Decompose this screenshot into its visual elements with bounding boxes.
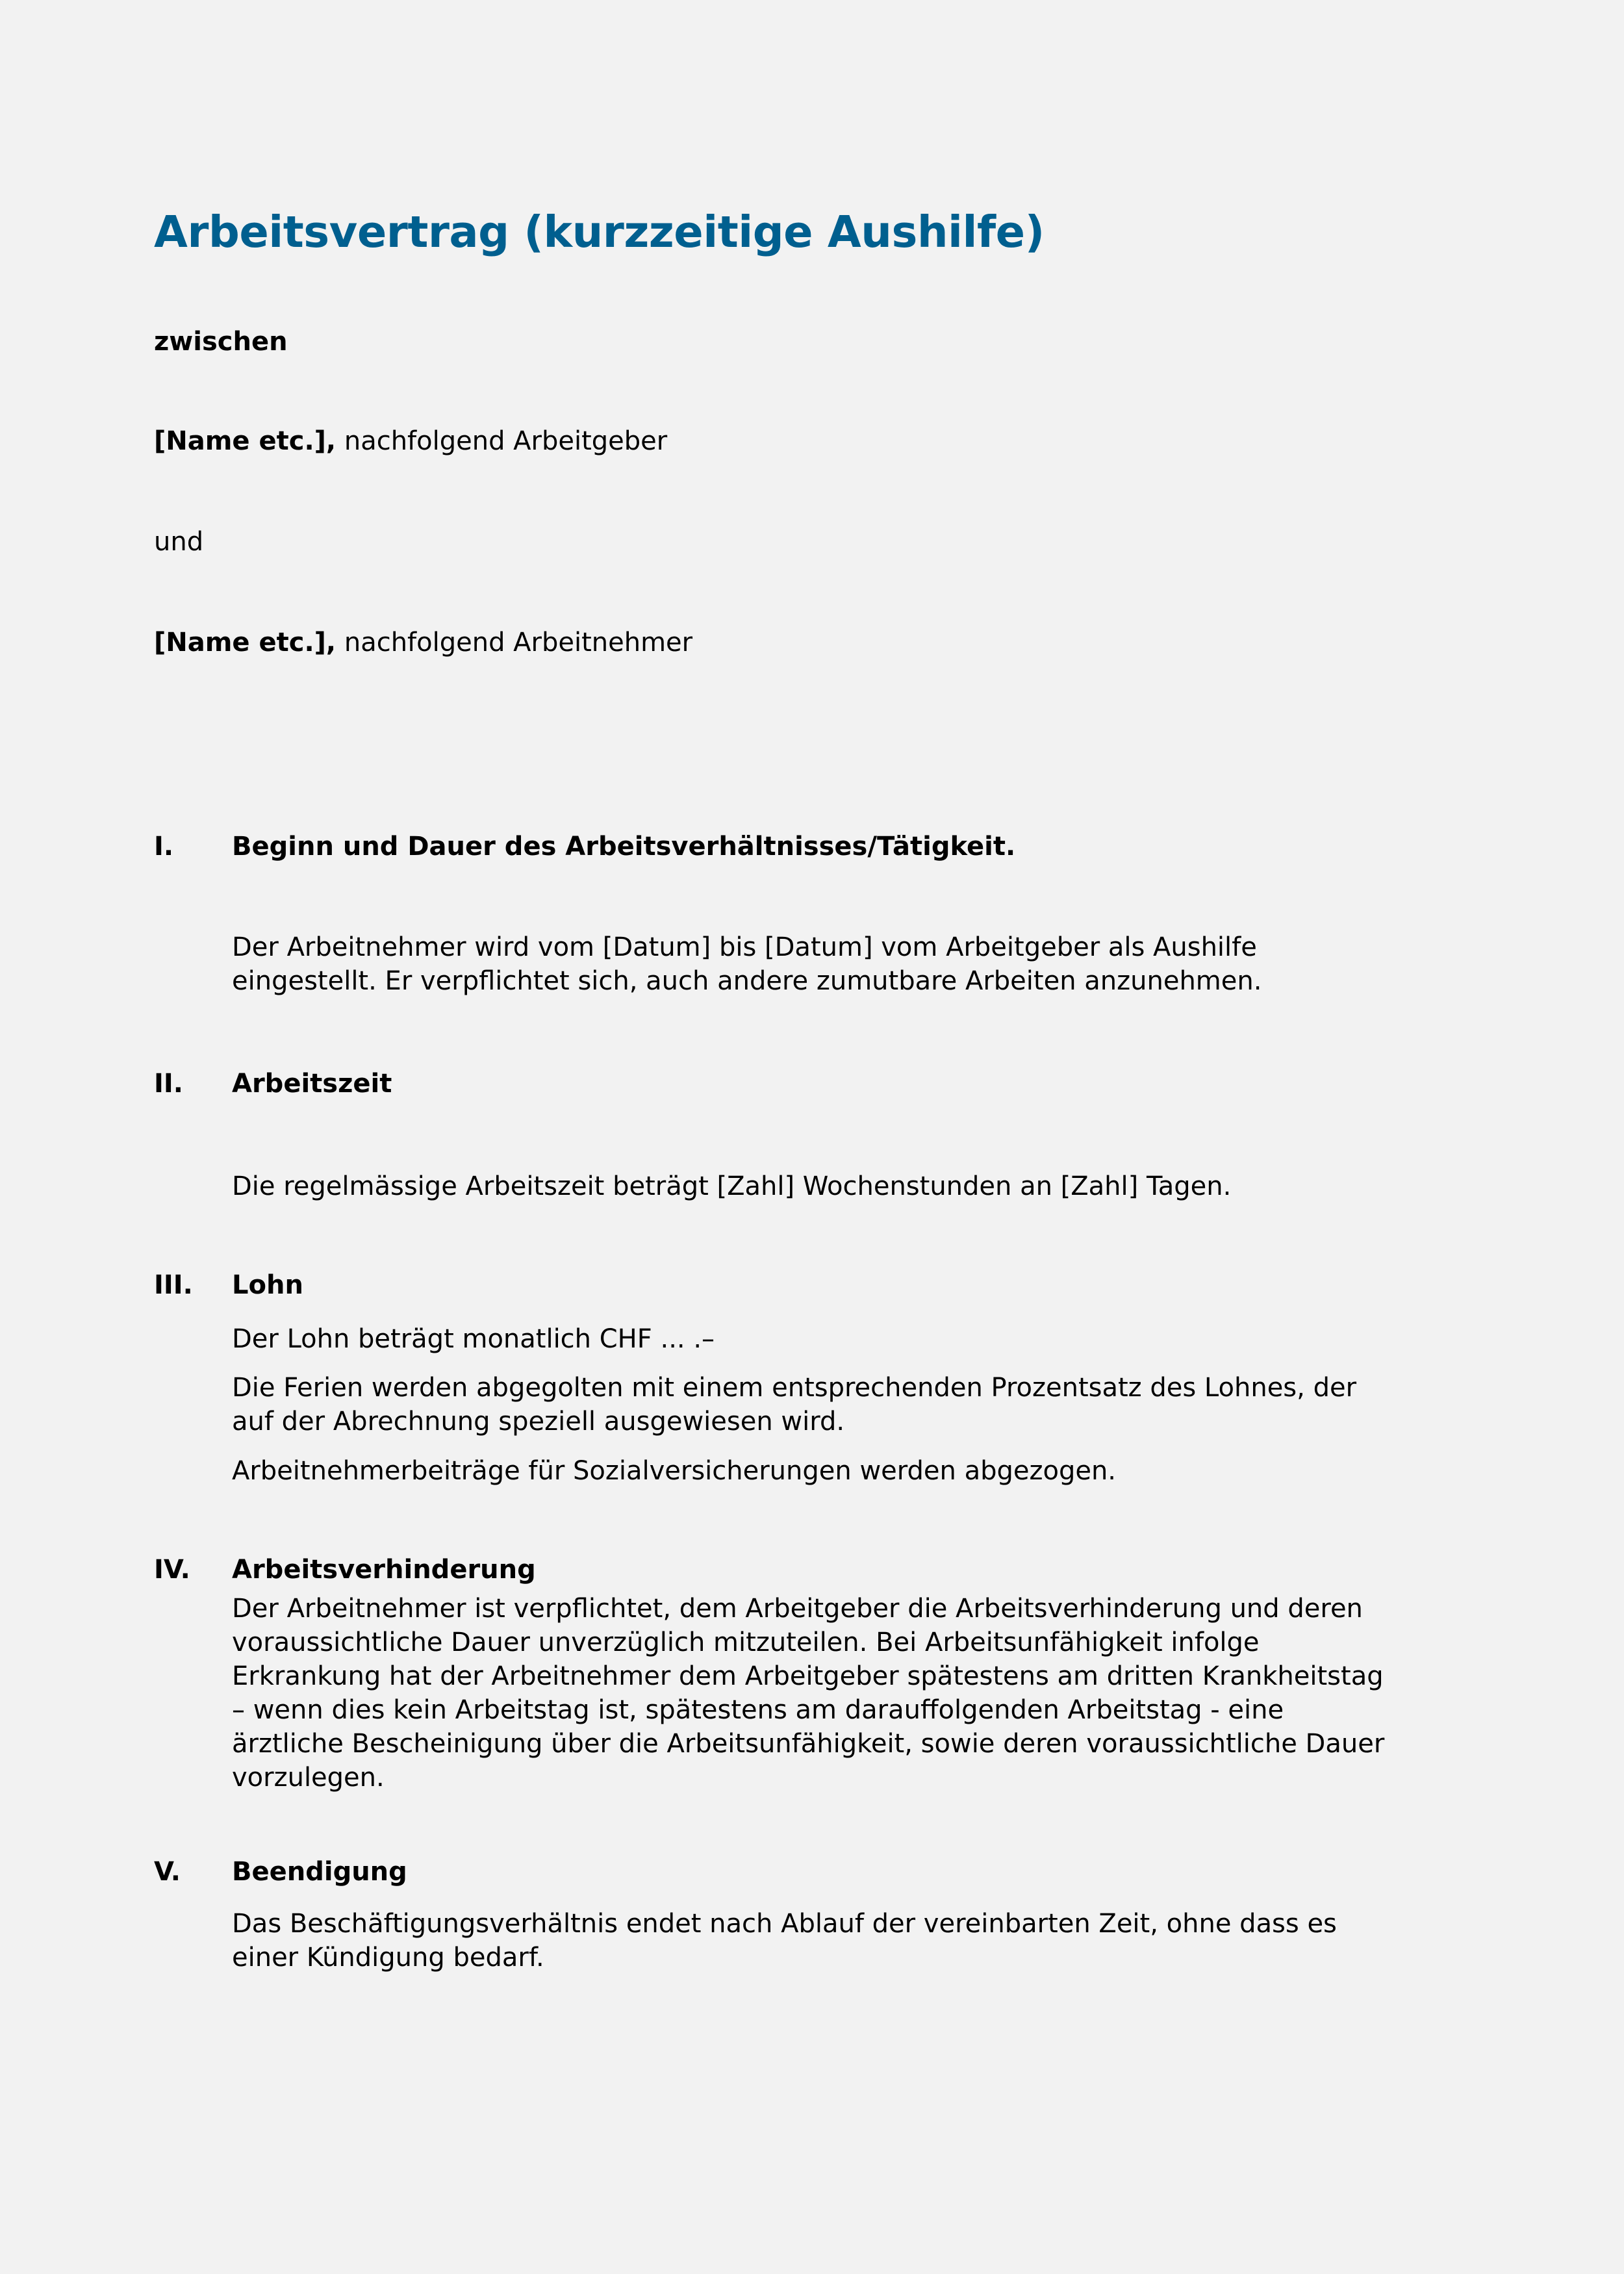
section-heading-2: Arbeitszeit: [232, 1069, 392, 1099]
employee-role: nachfolgend Arbeitnehmer: [336, 628, 693, 658]
section-5-line-2: einer Kündigung bedarf.: [232, 1943, 544, 1973]
party-employer: [154, 424, 667, 458]
party-employee: [154, 626, 692, 659]
and-label: und: [154, 527, 204, 557]
section-5-line-1: Das Beschäftigungsverhältnis endet nach Ablauf der vereinbarten Zeit, ohne dass es: [232, 1909, 1337, 1939]
between-label: zwischen: [154, 327, 288, 357]
section-body-3c: [232, 1454, 1466, 1488]
section-number-1: I.: [154, 832, 174, 862]
section-number-4: IV.: [154, 1555, 190, 1585]
section-1-line-1: Der Arbeitnehmer wird vom [Datum] bis [Datum] vom Arbeitgeber als Aushilfe: [232, 932, 1257, 962]
section-body-4: [232, 1592, 1466, 1795]
section-number-3: III.: [154, 1270, 193, 1300]
section-4-line-6: vorzulegen.: [232, 1763, 385, 1793]
section-heading-3: Lohn: [232, 1270, 303, 1300]
section-2-line-1: Die regelmässige Arbeitszeit beträgt [Zahl] Wochenstunden an [Zahl] Tagen.: [232, 1171, 1232, 1201]
section-body-3b: [232, 1371, 1466, 1438]
section-body-2: [232, 1169, 1466, 1203]
document-title: Arbeitsvertrag (kurzzeitige Aushilfe): [154, 207, 1045, 257]
section-number-5: V.: [154, 1857, 181, 1887]
section-body-3: [232, 1322, 1466, 1356]
section-3-para-2-line-2: auf der Abrechnung speziell ausgewiesen wird.: [232, 1407, 845, 1437]
section-body-5: [232, 1907, 1466, 1974]
employer-name-placeholder: [Name etc.],: [154, 426, 336, 456]
section-4-line-3: Erkrankung hat der Arbeitnehmer dem Arbeitgeber spätestens am dritten Krankheitstag: [232, 1661, 1384, 1691]
employee-name-placeholder: [Name etc.],: [154, 628, 336, 658]
section-3-para-1: Der Lohn beträgt monatlich CHF ... .–: [232, 1324, 715, 1354]
section-4-line-5: ärztliche Bescheinigung über die Arbeitsunfähigkeit, sowie deren voraussichtliche Dauer: [232, 1729, 1385, 1759]
section-heading-4: Arbeitsverhinderung: [232, 1555, 536, 1585]
section-body-1: [232, 930, 1466, 998]
section-heading-5: Beendigung: [232, 1857, 407, 1887]
section-4-line-4: – wenn dies kein Arbeitstag ist, spätestens am darauffolgenden Arbeitstag - eine: [232, 1695, 1284, 1725]
section-number-2: II.: [154, 1069, 183, 1099]
section-1-line-2: eingestellt. Er verpflichtet sich, auch andere zumutbare Arbeiten anzunehmen.: [232, 966, 1262, 996]
section-3-para-3: Arbeitnehmerbeiträge für Sozialversicherungen werden abgezogen.: [232, 1456, 1117, 1486]
section-4-line-1: Der Arbeitnehmer ist verpflichtet, dem Arbeitgeber die Arbeitsverhinderung und deren: [232, 1594, 1363, 1624]
section-3-para-2-line-1: Die Ferien werden abgegolten mit einem entsprechenden Prozentsatz des Lohnes, der: [232, 1373, 1357, 1403]
employer-role: nachfolgend Arbeitgeber: [336, 426, 668, 456]
section-4-line-2: voraussichtliche Dauer unverzüglich mitzuteilen. Bei Arbeitsunfähigkeit infolge: [232, 1628, 1260, 1657]
section-heading-1: Beginn und Dauer des Arbeitsverhältnisses/Tätigkeit.: [232, 832, 1016, 862]
